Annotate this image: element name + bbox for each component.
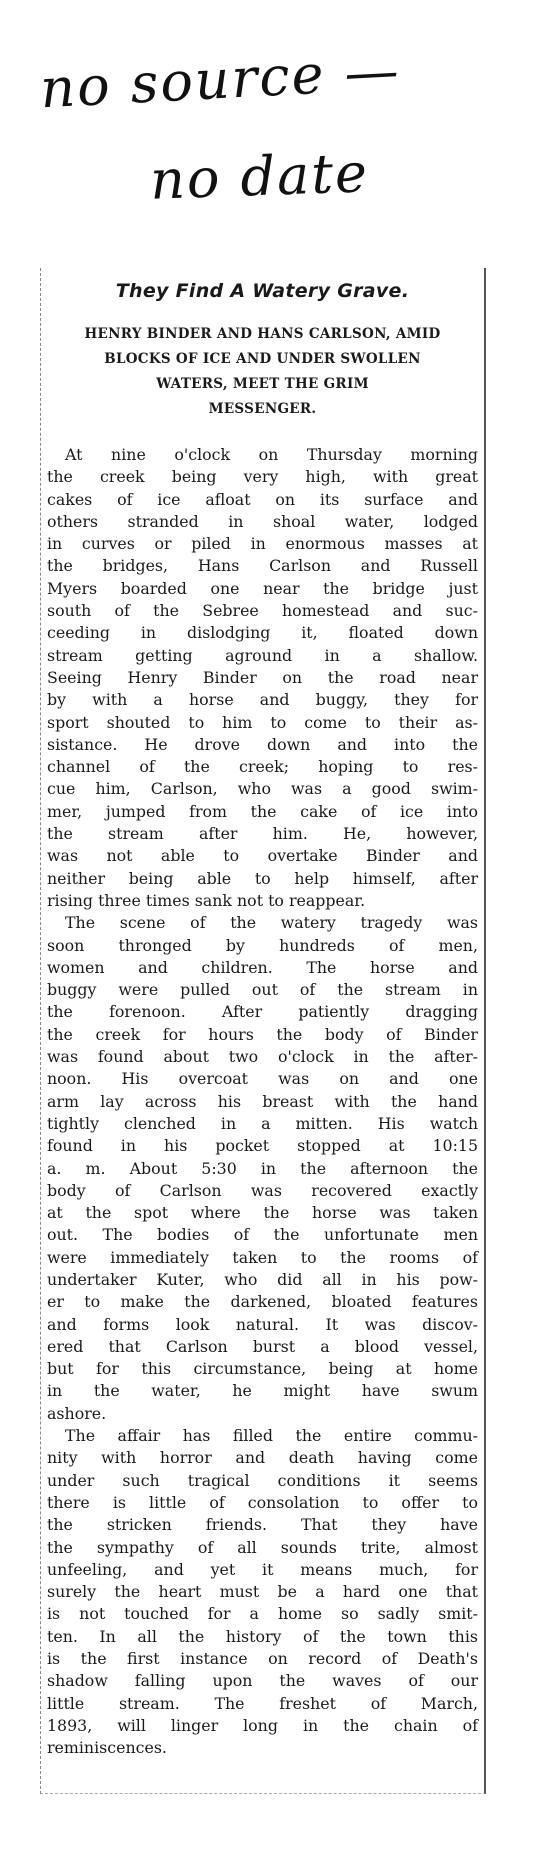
article-line: the stricken friends. That they have xyxy=(47,1515,478,1535)
article-line: the bridges, Hans Carlson and Russell xyxy=(47,556,478,576)
article-line: ered that Carlson burst a blood vessel, xyxy=(47,1336,478,1356)
article-line: surely the heart must be a hard one that xyxy=(47,1582,478,1602)
article-line: a. m. About 5:30 in the afternoon the xyxy=(47,1158,478,1178)
article-line: ceeding in dislodging it, floated down xyxy=(47,623,478,643)
article-line: found in his pocket stopped at 10:15 xyxy=(47,1136,478,1156)
article-line: neither being able to help himself, after xyxy=(47,868,478,888)
article-headline: They Find A Watery Grave. xyxy=(115,280,410,302)
deck-line: HENRY BINDER AND HANS CARLSON, AMID xyxy=(84,326,441,342)
article-line: under such tragical conditions it seems xyxy=(47,1470,478,1490)
article-line: Seeing Henry Binder on the road near xyxy=(47,667,478,687)
article-line: in the water, he might have swum xyxy=(47,1381,478,1401)
article-line: 1893, will linger long in the chain of xyxy=(47,1715,478,1735)
article-line: others stranded in shoal water, lodged xyxy=(47,511,478,531)
article-line: soon thronged by hundreds of men, xyxy=(47,935,478,955)
article-line: undertaker Kuter, who did all in his pow- xyxy=(47,1269,478,1289)
article-line: the creek being very high, with great xyxy=(47,467,478,487)
article-line: were immediately taken to the rooms of xyxy=(47,1247,478,1267)
article-line: little stream. The freshet of March, xyxy=(47,1693,478,1713)
article-line: arm lay across his breast with the hand xyxy=(47,1091,478,1111)
article-paragraph xyxy=(47,912,478,1425)
article-line: Myers boarded one near the bridge just xyxy=(47,578,478,598)
article-line: is the first instance on record of Death's xyxy=(47,1649,478,1669)
article-line: tightly clenched in a mitten. His watch xyxy=(47,1113,478,1133)
article-line: mer, jumped from the cake of ice into xyxy=(47,801,478,821)
deck-line: WATERS, MEET THE GRIM xyxy=(156,376,369,392)
article-line: buggy were pulled out of the stream in xyxy=(47,980,478,1000)
article-line: there is little of consolation to offer to xyxy=(47,1492,478,1512)
article-line: the stream after him. He, however, xyxy=(47,824,478,844)
article-line: nity with horror and death having come xyxy=(47,1448,478,1468)
article-line: women and children. The horse and xyxy=(47,957,478,977)
handwritten-note-line-2: no date xyxy=(148,141,370,212)
article-line: channel of the creek; hoping to res- xyxy=(47,757,478,777)
article-line: and forms look natural. It was discov- xyxy=(47,1314,478,1334)
article-line: body of Carlson was recovered exactly xyxy=(47,1180,478,1200)
article-line: cakes of ice afloat on its surface and xyxy=(47,489,478,509)
article-paragraph xyxy=(47,1425,478,1759)
article-line: in curves or piled in enormous masses at xyxy=(47,534,478,554)
article-line: reminiscences. xyxy=(47,1738,167,1758)
article-line: rising three times sank not to reappear. xyxy=(47,890,366,910)
article-paragraph xyxy=(47,444,478,912)
article-line: At nine o'clock on Thursday morning xyxy=(65,445,478,464)
article-line: by with a horse and buggy, they for xyxy=(47,690,478,710)
article-deck xyxy=(47,322,478,422)
article-line: the creek for hours the body of Binder xyxy=(47,1024,478,1044)
handwritten-note-line-1: no source — xyxy=(38,38,403,121)
article-line: out. The bodies of the unfortunate men xyxy=(47,1225,478,1245)
newspaper-clipping xyxy=(40,268,486,1794)
article-line: sport shouted to him to come to their as- xyxy=(47,712,478,732)
article-line: shadow falling upon the waves of our xyxy=(47,1671,478,1691)
article-line: was not able to overtake Binder and xyxy=(47,846,478,866)
article-line: The affair has filled the entire commu- xyxy=(65,1426,478,1446)
article-line: but for this circumstance, being at home xyxy=(47,1359,478,1379)
article-line: the sympathy of all sounds trite, almost xyxy=(47,1537,478,1557)
article-line: at the spot where the horse was taken xyxy=(47,1203,478,1223)
article-line: The scene of the watery tragedy was xyxy=(65,913,478,933)
article-line: the forenoon. After patiently dragging xyxy=(47,1002,478,1022)
article-line: sistance. He drove down and into the xyxy=(47,734,478,754)
article-line: was found about two o'clock in the after- xyxy=(47,1047,478,1067)
article-line: cue him, Carlson, who was a good swim- xyxy=(47,779,478,799)
article-body xyxy=(47,444,478,1760)
article-line: south of the Sebree homestead and suc- xyxy=(47,601,478,621)
article-line: er to make the darkened, bloated features xyxy=(47,1292,478,1312)
article-line: unfeeling, and yet it means much, for xyxy=(47,1559,478,1579)
article-line: stream getting aground in a shallow. xyxy=(47,645,478,665)
deck-line: BLOCKS OF ICE AND UNDER SWOLLEN xyxy=(104,351,421,367)
article-line: noon. His overcoat was on and one xyxy=(47,1069,478,1089)
article-line: ashore. xyxy=(47,1403,107,1423)
deck-line: MESSENGER. xyxy=(208,401,317,417)
article-line: is not touched for a home so sadly smit- xyxy=(47,1604,478,1624)
article-line: ten. In all the history of the town this xyxy=(47,1626,478,1646)
